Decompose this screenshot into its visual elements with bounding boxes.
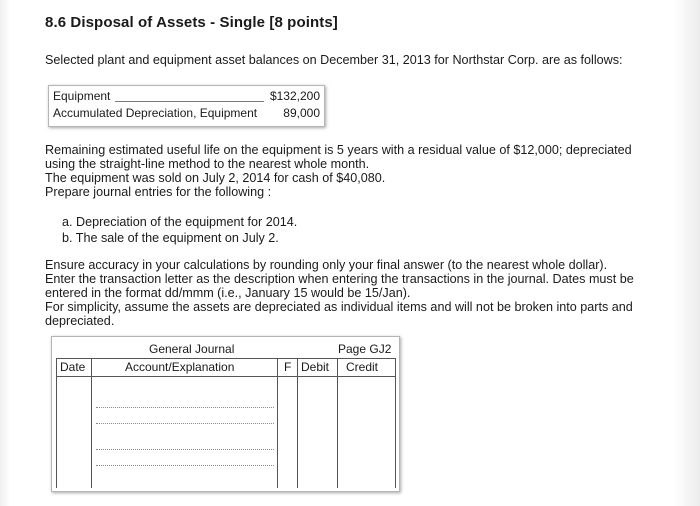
task-item-a: a. Depreciation of the equipment for 2014. [62, 215, 298, 229]
task-list [62, 214, 297, 246]
grid-top-border [56, 358, 395, 359]
balance-amount: $132,200 [269, 89, 320, 103]
intro-text: Selected plant and equipment asset balances on December 31, 2013 for Northstar Corp. are as follows: [45, 53, 623, 67]
header-separator [56, 376, 395, 377]
entry-row-line[interactable] [96, 465, 274, 466]
header-credit: Credit [346, 360, 379, 374]
leader-line [115, 101, 264, 102]
instructions [45, 258, 670, 328]
balance-row-accumulated-depreciation [53, 106, 320, 122]
journal-grid [56, 358, 395, 488]
problem-details [45, 143, 675, 199]
paragraph-line: For simplicity, assume the assets are depreciated as individual items and will not be broken into parts and [45, 300, 633, 314]
grid-right-border [395, 358, 396, 488]
journal-title: General Journal [149, 342, 235, 356]
question-title: 8.6 Disposal of Assets - Single [8 points] [45, 14, 338, 31]
f-column-divider [297, 358, 298, 488]
grid-left-border [56, 358, 57, 488]
paragraph-line: Ensure accuracy in your calculations by rounding only your final answer (to the nearest whole dollar). [45, 258, 608, 272]
paragraph-line: depreciated. [45, 314, 115, 328]
balance-label: Accumulated Depreciation, Equipment [53, 106, 258, 120]
paragraph-line: The equipment was sold on July 2, 2014 for cash of $40,080. [45, 171, 386, 185]
right-edge-shadow [674, 0, 700, 506]
balance-amount: 89,000 [283, 106, 320, 120]
entry-row-line[interactable] [96, 407, 274, 408]
task-item-b: b. The sale of the equipment on July 2. [62, 231, 279, 245]
debit-column-divider [337, 358, 338, 488]
journal-page-number: Page GJ2 [338, 342, 392, 356]
header-folio: F [284, 360, 292, 374]
paragraph-line: Prepare journal entries for the following : [45, 185, 272, 199]
paragraph-line: using the straight-line method to the nearest whole month. [45, 157, 370, 171]
header-date: Date [60, 360, 86, 374]
header-debit: Debit [301, 360, 330, 374]
balance-row-equipment [53, 89, 320, 105]
date-column-divider [91, 358, 92, 488]
balance-label: Equipment [53, 89, 111, 103]
balances-table [48, 85, 325, 127]
entry-row-line[interactable] [96, 449, 274, 450]
general-journal [51, 336, 400, 492]
paragraph-line: Remaining estimated useful life on the equipment is 5 years with a residual value of $12,000; depreciated [45, 143, 632, 157]
header-account-explanation: Account/Explanation [125, 360, 235, 374]
left-edge-shadow [0, 0, 10, 506]
account-column-divider [277, 358, 278, 488]
paragraph-line: Enter the transaction letter as the description when entering the transactions in the journal. Dates must be [45, 272, 634, 286]
entry-row-line[interactable] [96, 423, 274, 424]
paragraph-line: entered in the format dd/mmm (i.e., January 15 would be 15/Jan). [45, 286, 411, 300]
